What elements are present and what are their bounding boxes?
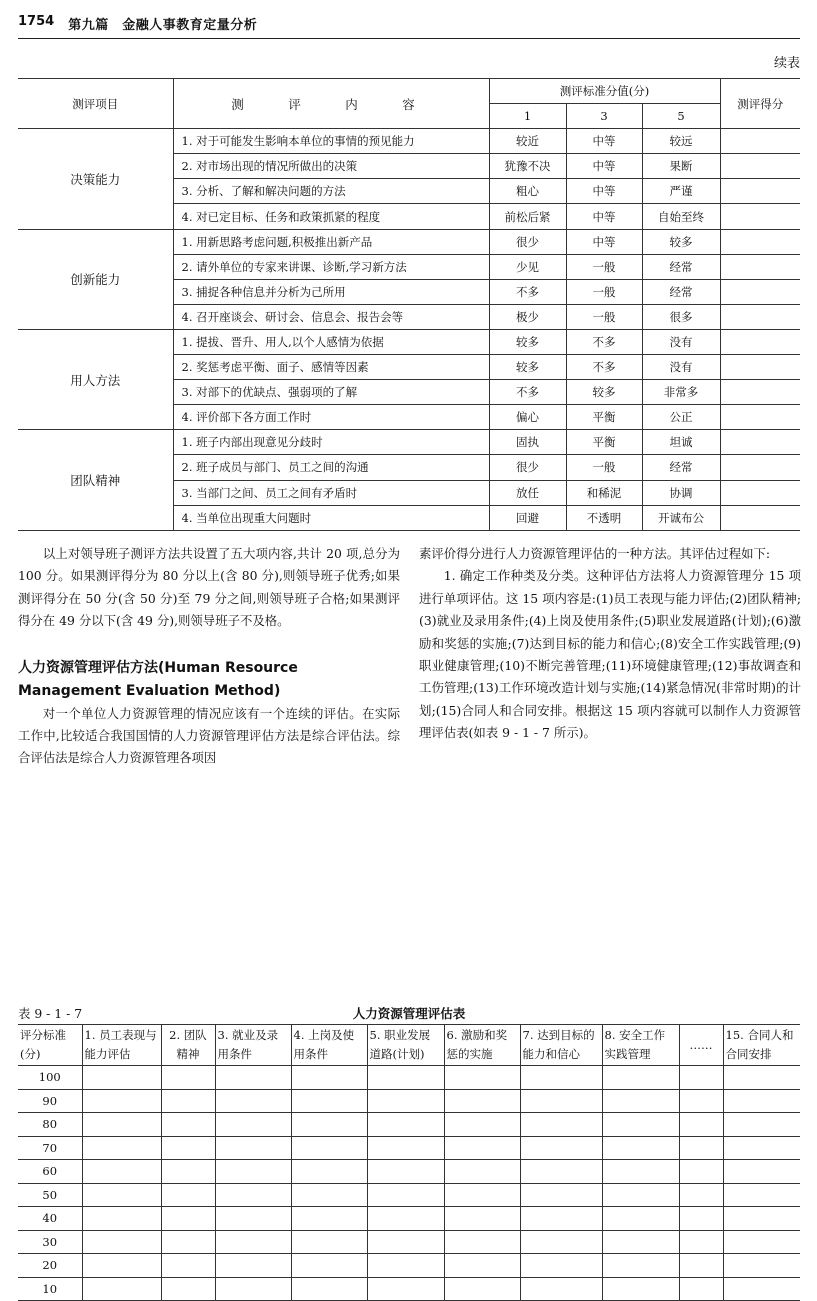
table-caption [18,1004,800,1022]
empty-cell [82,1277,161,1301]
leadership-evaluation-table [18,78,800,531]
empty-cell [444,1089,520,1113]
empty-cell [602,1089,679,1113]
empty-cell [82,1160,161,1184]
empty-cell [444,1066,520,1090]
score-1-desc: 固执 [489,430,566,455]
result-cell [720,329,800,354]
score-3-desc: 中等 [566,204,642,229]
empty-cell [215,1160,291,1184]
table-row [18,1160,800,1184]
table-row [18,1136,800,1160]
score-1-desc: 不多 [489,380,566,405]
score-5-desc: 经常 [642,254,720,279]
score-5-desc: 严谨 [642,179,720,204]
empty-cell [161,1207,215,1231]
empty-cell [723,1066,800,1090]
continued-label: 续表 [773,56,800,71]
score-1-desc: 很少 [489,229,566,254]
result-cell [720,204,800,229]
hrm-evaluation-table [18,1024,800,1301]
empty-cell [161,1113,215,1137]
empty-cell [679,1160,723,1184]
item-text: 4. 召开座谈会、研讨会、信息会、报告会等 [173,304,489,329]
score-3-desc: 不多 [566,355,642,380]
empty-cell [367,1066,444,1090]
score-value: 80 [18,1113,82,1137]
item-text: 1. 对于可能发生影响本单位的事情的预见能力 [173,129,489,154]
empty-cell [367,1160,444,1184]
empty-cell [161,1066,215,1090]
score-value: 100 [18,1066,82,1090]
column-header: 3. 就业及录用条件 [215,1025,291,1066]
score-1-desc: 较多 [489,355,566,380]
column-header: 2. 团队精神 [161,1025,215,1066]
score-5-desc: 自始至终 [642,204,720,229]
empty-cell [291,1113,367,1137]
table-row [18,1183,800,1207]
empty-cell [679,1066,723,1090]
column-header: 6. 激励和奖惩的实施 [444,1025,520,1066]
category-label: 决策能力 [18,129,173,229]
score-value: 90 [18,1089,82,1113]
empty-cell [291,1277,367,1301]
empty-cell [215,1277,291,1301]
item-text: 2. 奖惩考虑平衡、面子、感情等因素 [173,355,489,380]
empty-cell [520,1160,602,1184]
empty-cell [82,1207,161,1231]
empty-cell [161,1160,215,1184]
empty-cell [520,1230,602,1254]
score-3-desc: 平衡 [566,430,642,455]
table-row [18,229,800,254]
item-text: 3. 捕捉各种信息并分析为己所用 [173,279,489,304]
empty-cell [367,1089,444,1113]
empty-cell [215,1113,291,1137]
score-3-desc: 中等 [566,229,642,254]
empty-cell [444,1277,520,1301]
score-1-desc: 极少 [489,304,566,329]
empty-cell [602,1254,679,1278]
column-header: 5. 职业发展道路(计划) [367,1025,444,1066]
page-header [18,14,800,39]
score-1-desc: 较近 [489,129,566,154]
score-3-desc: 一般 [566,304,642,329]
item-text: 2. 对市场出现的情况所做出的决策 [173,154,489,179]
column-header: 1. 员工表现与能力评估 [82,1025,161,1066]
empty-cell [679,1136,723,1160]
score-3-desc: 和稀泥 [566,480,642,505]
result-cell [720,505,800,530]
empty-cell [291,1089,367,1113]
score-1-desc: 粗心 [489,179,566,204]
empty-cell [679,1207,723,1231]
empty-cell [679,1230,723,1254]
empty-cell [520,1277,602,1301]
table-row [18,1207,800,1231]
empty-cell [215,1183,291,1207]
empty-cell [602,1230,679,1254]
empty-cell [520,1089,602,1113]
score-3-desc: 平衡 [566,405,642,430]
empty-cell [82,1089,161,1113]
empty-cell [161,1277,215,1301]
score-3-desc: 一般 [566,254,642,279]
score-1-desc: 偏心 [489,405,566,430]
table-row [18,1066,800,1090]
empty-cell [215,1254,291,1278]
score-3-desc: 不透明 [566,505,642,530]
empty-cell [723,1207,800,1231]
empty-cell [520,1113,602,1137]
score-5-desc: 开诚布公 [642,505,720,530]
empty-cell [723,1254,800,1278]
paragraph-grading: 以上对领导班子测评方法共设置了五大项内容,共计 20 项,总分为 100 分。如果测评得分为 80 分以上(含 80 分),则领导班子优秀;如果测评得分在 50 分(含 50 分)至 79 分之间,则领导班子合格;如果测评得分在 49 分以下(含 49 分),则领导班子不及格。 [18,546,400,629]
empty-cell [723,1136,800,1160]
category-label: 用人方法 [18,329,173,429]
score-5-desc: 坦诚 [642,430,720,455]
empty-cell [602,1066,679,1090]
result-cell [720,480,800,505]
empty-cell [520,1254,602,1278]
empty-cell [82,1183,161,1207]
right-column [419,543,801,745]
table-row [18,1230,800,1254]
empty-cell [520,1066,602,1090]
empty-cell [82,1254,161,1278]
empty-cell [679,1089,723,1113]
column-header: 评分标准(分) [18,1025,82,1066]
category-label: 团队精神 [18,430,173,530]
empty-cell [444,1230,520,1254]
column-header: 15. 合同人和合同安排 [723,1025,800,1066]
empty-cell [82,1066,161,1090]
column-header: …… [679,1025,723,1066]
score-5-desc: 协调 [642,480,720,505]
paragraph-continuation: 素评价得分进行人力资源管理评估的一种方法。其评估过程如下: [419,546,771,561]
item-text: 3. 对部下的优缺点、强弱项的了解 [173,380,489,405]
empty-cell [215,1207,291,1231]
score-5-desc: 公正 [642,405,720,430]
score-value: 70 [18,1136,82,1160]
empty-cell [679,1277,723,1301]
score-1-desc: 很少 [489,455,566,480]
score-value: 60 [18,1160,82,1184]
score-5-desc: 非常多 [642,380,720,405]
score-1-desc: 前松后紧 [489,204,566,229]
score-3-desc: 较多 [566,380,642,405]
empty-cell [444,1160,520,1184]
table-row [18,1089,800,1113]
score-3-desc: 一般 [566,279,642,304]
empty-cell [602,1277,679,1301]
column-header: 8. 安全工作实践管理 [602,1025,679,1066]
empty-cell [161,1254,215,1278]
score-value: 30 [18,1230,82,1254]
item-text: 1. 班子内部出现意见分歧时 [173,430,489,455]
empty-cell [723,1089,800,1113]
item-text: 1. 用新思路考虑问题,积极推出新产品 [173,229,489,254]
empty-cell [444,1183,520,1207]
header-score-group: 测评标准分值(分) [489,79,720,104]
table-row [18,1113,800,1137]
score-3-desc: 中等 [566,154,642,179]
empty-cell [291,1230,367,1254]
column-header: 7. 达到目标的能力和信心 [520,1025,602,1066]
empty-cell [367,1277,444,1301]
empty-cell [367,1230,444,1254]
empty-cell [679,1113,723,1137]
category-label: 创新能力 [18,229,173,329]
empty-cell [367,1254,444,1278]
table-row [18,1254,800,1278]
table-number: 表 9 - 1 - 7 [18,1006,83,1021]
score-5-desc: 较远 [642,129,720,154]
item-text: 3. 当部门之间、员工之间有矛盾时 [173,480,489,505]
empty-cell [723,1277,800,1301]
empty-cell [444,1254,520,1278]
score-5-desc: 较多 [642,229,720,254]
score-1-desc: 犹豫不决 [489,154,566,179]
empty-cell [367,1136,444,1160]
empty-cell [520,1207,602,1231]
score-3-desc: 中等 [566,129,642,154]
column-header: 4. 上岗及使用条件 [291,1025,367,1066]
empty-cell [291,1207,367,1231]
score-value: 10 [18,1277,82,1301]
empty-cell [367,1113,444,1137]
result-cell [720,229,800,254]
empty-cell [723,1113,800,1137]
empty-cell [161,1089,215,1113]
empty-cell [602,1207,679,1231]
item-text: 1. 提拔、晋升、用人,以个人感情为依据 [173,329,489,354]
item-text: 2. 班子成员与部门、员工之间的沟通 [173,455,489,480]
score-level-3: 3 [566,104,642,129]
empty-cell [215,1089,291,1113]
item-text: 4. 当单位出现重大问题时 [173,505,489,530]
empty-cell [215,1066,291,1090]
result-cell [720,179,800,204]
empty-cell [291,1254,367,1278]
empty-cell [82,1113,161,1137]
score-level-1: 1 [489,104,566,129]
result-cell [720,430,800,455]
page-number: 1754 [18,14,55,29]
empty-cell [291,1066,367,1090]
empty-cell [679,1183,723,1207]
empty-cell [602,1183,679,1207]
score-level-5: 5 [642,104,720,129]
running-title: 第九篇 金融人事教育定量分析 [68,18,258,33]
header-content: 测 评 内 容 [173,79,489,129]
empty-cell [215,1230,291,1254]
table-row [18,129,800,154]
empty-cell [723,1230,800,1254]
empty-cell [161,1183,215,1207]
empty-cell [82,1136,161,1160]
empty-cell [602,1160,679,1184]
score-5-desc: 经常 [642,279,720,304]
empty-cell [291,1136,367,1160]
score-1-desc: 不多 [489,279,566,304]
score-5-desc: 很多 [642,304,720,329]
empty-cell [291,1160,367,1184]
score-1-desc: 少见 [489,254,566,279]
item-text: 4. 评价部下各方面工作时 [173,405,489,430]
empty-cell [215,1136,291,1160]
empty-cell [602,1113,679,1137]
result-cell [720,304,800,329]
score-1-desc: 较多 [489,329,566,354]
empty-cell [602,1136,679,1160]
empty-cell [723,1183,800,1207]
empty-cell [444,1207,520,1231]
score-1-desc: 回避 [489,505,566,530]
result-cell [720,380,800,405]
result-cell [720,279,800,304]
score-3-desc: 一般 [566,455,642,480]
score-3-desc: 不多 [566,329,642,354]
empty-cell [520,1183,602,1207]
empty-cell [161,1230,215,1254]
result-cell [720,355,800,380]
table-row [18,329,800,354]
header-item: 测评项目 [18,79,173,129]
header-result: 测评得分 [720,79,800,129]
empty-cell [291,1183,367,1207]
empty-cell [679,1254,723,1278]
table-row [18,1277,800,1301]
result-cell [720,254,800,279]
empty-cell [520,1136,602,1160]
empty-cell [723,1160,800,1184]
score-5-desc: 经常 [642,455,720,480]
score-value: 50 [18,1183,82,1207]
section-heading: 人力资源管理评估方法(Human Resource Management Evaluation Method) [18,659,298,699]
empty-cell [367,1183,444,1207]
paragraph-step-1: 1. 确定工作种类及分类。这种评估方法将人力资源管理分 15 项进行单项评估。这 15 项内容是:(1)员工表现与能力评估;(2)团队精神;(3)就业及录用条件;(4)上岗及使用条件;(5)职业发展道路(计划);(6)激励和奖惩的实施;(7)达到目标的能力和信心;(8)安全工作实践管理;(9)职业健康管理;(10)不断完善管理;(11)环境健康管理;(12)事故调查和工伤管理;(13)工作环境改造计划与实施;(14)紧急情况(非常时期)的计划;(15)合同人和合同安排。根据这 15 项内容就可以制作人力资源管理评估表(如表 9 - 1 - 7 所示)。 [419,568,801,741]
score-5-desc: 没有 [642,329,720,354]
item-text: 2. 请外单位的专家来讲课、诊断,学习新方法 [173,254,489,279]
result-cell [720,455,800,480]
table-title: 人力资源管理评估表 [352,1006,466,1021]
paragraph-hrm-intro: 对一个单位人力资源管理的情况应该有一个连续的评估。在实际工作中,比较适合我国国情的人力资源管理评估方法是综合评估法。综合评估法是综合人力资源管理各项因 [18,705,400,766]
empty-cell [367,1207,444,1231]
result-cell [720,129,800,154]
left-column [18,543,400,770]
table-row [18,430,800,455]
score-3-desc: 中等 [566,179,642,204]
result-cell [720,154,800,179]
empty-cell [82,1230,161,1254]
score-value: 40 [18,1207,82,1231]
score-5-desc: 果断 [642,154,720,179]
empty-cell [444,1113,520,1137]
empty-cell [444,1136,520,1160]
result-cell [720,405,800,430]
empty-cell [161,1136,215,1160]
score-value: 20 [18,1254,82,1278]
item-text: 4. 对已定目标、任务和政策抓紧的程度 [173,204,489,229]
score-1-desc: 放任 [489,480,566,505]
score-5-desc: 没有 [642,355,720,380]
item-text: 3. 分析、了解和解决问题的方法 [173,179,489,204]
